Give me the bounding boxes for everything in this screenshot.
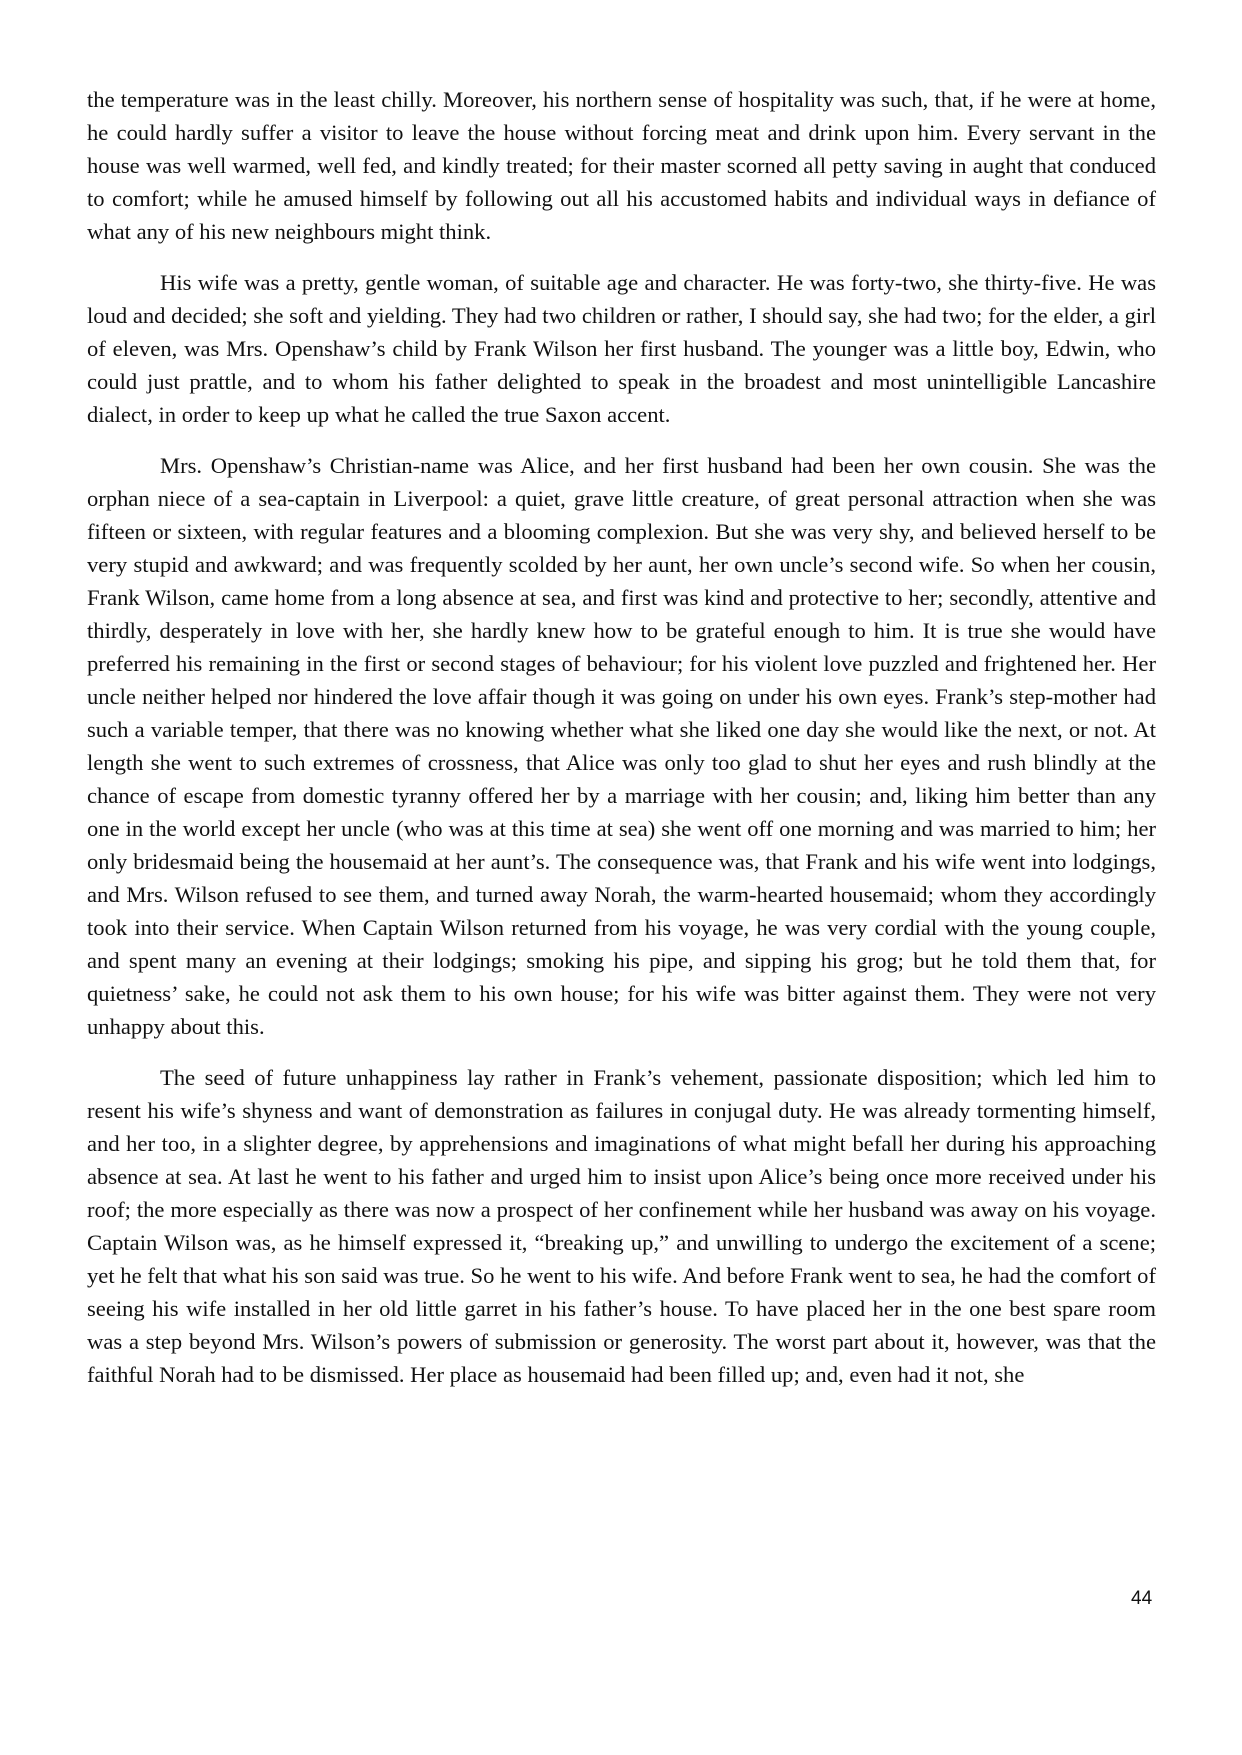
page-number: 44 [1131, 1588, 1153, 1609]
body-text [87, 83, 1156, 1409]
paragraph-3: Mrs. Openshaw’s Christian-name was Alice, and her first husband had been her own cousin. She was the orphan niece of a sea-captain in Liverpool: a quiet, grave little creature, of great personal attraction when she was fifteen or sixteen, with regular features and a blooming complexion. But she was very shy, and believed herself to be very stupid and awkward; and was frequently scolded by her aunt, her own uncle’s second wife. So when her cousin, Frank Wilson, came home from a long absence at sea, and first was kind and protective to her; secondly, attentive and thirdly, desperately in love with her, she hardly knew how to be grateful enough to him. It is true she would have preferred his remaining in the first or second stages of behaviour; for his violent love puzzled and frightened her. Her uncle neither helped nor hindered the love affair though it was going on under his own eyes. Frank’s step-mother had such a variable temper, that there was no knowing whether what she liked one day she would like the next, or not. At length she went to such extremes of crossness, that Alice was only too glad to shut her eyes and rush blindly at the chance of escape from domestic tyranny offered her by a marriage with her cousin; and, liking him better than any one in the world except her uncle (who was at this time at sea) she went off one morning and was married to him; her only bridesmaid being the housemaid at her aunt’s. The consequence was, that Frank and his wife went into lodgings, and Mrs. Wilson refused to see them, and turned away Norah, the warm-hearted housemaid; whom they accordingly took into their service. When Captain Wilson returned from his voyage, he was very cordial with the young couple, and spent many an evening at their lodgings; smoking his pipe, and sipping his grog; but he told them that, for quietness’ sake, he could not ask them to his own house; for his wife was bitter against them. They were not very unhappy about this. [87, 453, 1156, 1039]
paragraph-2: His wife was a pretty, gentle woman, of suitable age and character. He was forty-two, she thirty-five. He was loud and decided; she soft and yielding. They had two children or rather, I should say, she had two; for the elder, a girl of eleven, was Mrs. Openshaw’s child by Frank Wilson her first husband. The younger was a little boy, Edwin, who could just prattle, and to whom his father delighted to speak in the broadest and most unintelligible Lancashire dialect, in order to keep up what he called the true Saxon accent. [87, 270, 1156, 427]
paragraph-4: The seed of future unhappiness lay rather in Frank’s vehement, passionate disposition; which led him to resent his wife’s shyness and want of demonstration as failures in conjugal duty. He was already tormenting himself, and her too, in a slighter degree, by apprehensions and imaginations of what might befall her during his approaching absence at sea. At last he went to his father and urged him to insist upon Alice’s being once more received under his roof; the more especially as there was now a prospect of her confinement while her husband was away on his voyage. Captain Wilson was, as he himself expressed it, “breaking up,” and unwilling to undergo the excitement of a scene; yet he felt that what his son said was true. So he went to his wife. And before Frank went to sea, he had the comfort of seeing his wife installed in her old little garret in his father’s house. To have placed her in the one best spare room was a step beyond Mrs. Wilson’s powers of submission or generosity. The worst part about it, however, was that the faithful Norah had to be dismissed. Her place as housemaid had been filled up; and, even had it not, she [87, 1065, 1156, 1387]
paragraph-1: the temperature was in the least chilly. Moreover, his northern sense of hospitality was such, that, if he were at home, he could hardly suffer a visitor to leave the house without forcing meat and drink upon him. Every servant in the house was well warmed, well fed, and kindly treated; for their master scorned all petty saving in aught that conduced to comfort; while he amused himself by following out all his accustomed habits and individual ways in defiance of what any of his new neighbours might think. [87, 87, 1156, 244]
